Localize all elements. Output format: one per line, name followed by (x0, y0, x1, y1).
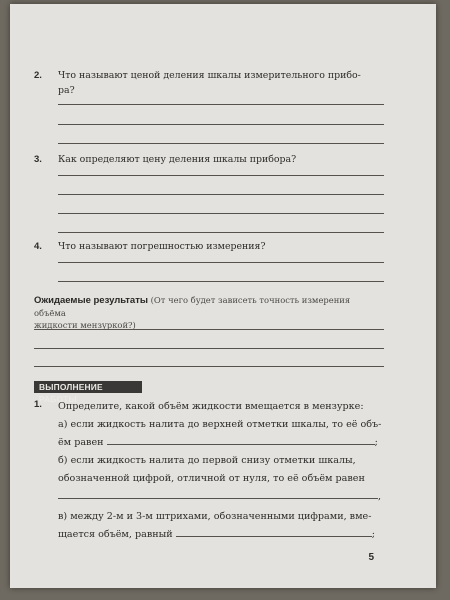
page-number: 5 (368, 552, 374, 563)
task-number: 1. (34, 399, 42, 410)
answer-line[interactable] (58, 232, 384, 233)
item-b-line-2: обозначенной цифрой, отличной от нуля, то её объём равен (58, 473, 365, 484)
expected-results-text-2: жидкости мензуркой?) (34, 320, 136, 330)
answer-line[interactable] (58, 262, 384, 263)
punctuation: ; (371, 529, 375, 540)
answer-line[interactable] (58, 104, 384, 105)
answer-line[interactable] (58, 213, 384, 214)
expected-results (34, 294, 384, 331)
item-b-line-3 (58, 489, 384, 505)
item-a-text: ём равен (58, 437, 104, 448)
punctuation: ; (374, 437, 378, 448)
answer-line[interactable] (58, 175, 384, 176)
task-intro: Определите, какой объём жидкости вмещается в мензурке: (58, 401, 364, 412)
question-4 (34, 239, 384, 254)
question-2 (34, 68, 384, 98)
section-header: ВЫПОЛНЕНИЕ РАБОТЫ (34, 381, 142, 393)
item-a-line-2 (58, 435, 384, 451)
expected-results-text-1: (От чего будет зависеть точность измерения объёма (34, 295, 351, 318)
item-c-text: щается объём, равный (58, 529, 173, 540)
punctuation: , (378, 491, 382, 502)
item-a-line-1: а) если жидкость налита до верхней отметки шкалы, то её объ- (58, 419, 382, 430)
question-number: 3. (34, 154, 42, 165)
answer-line[interactable] (34, 329, 384, 330)
answer-line[interactable] (34, 366, 384, 367)
answer-line[interactable] (58, 194, 384, 195)
answer-blank[interactable] (107, 435, 375, 445)
answer-line[interactable] (58, 124, 384, 125)
question-text-line-1: Что называют погрешностью измерения? (58, 241, 266, 252)
expected-results-title: Ожидаемые результаты (34, 295, 148, 306)
item-c-line-1: в) между 2-м и 3-м штрихами, обозначенными цифрами, вме- (58, 511, 372, 522)
question-number: 2. (34, 70, 42, 81)
workbook-page (10, 4, 436, 588)
answer-blank[interactable] (176, 527, 372, 537)
item-c-line-2 (58, 527, 384, 543)
answer-blank[interactable] (58, 489, 378, 499)
item-b-line-1: б) если жидкость налита до первой снизу отметки шкалы, (58, 455, 356, 466)
question-text-line-1: Что называют ценой деления шкалы измерительного прибо- (58, 70, 361, 81)
question-number: 4. (34, 241, 42, 252)
answer-line[interactable] (34, 348, 384, 349)
question-3 (34, 152, 384, 167)
question-text-line-2: ра? (58, 85, 75, 96)
answer-line[interactable] (58, 143, 384, 144)
answer-line[interactable] (58, 281, 384, 282)
question-text-line-1: Как определяют цену деления шкалы прибора? (58, 154, 297, 165)
